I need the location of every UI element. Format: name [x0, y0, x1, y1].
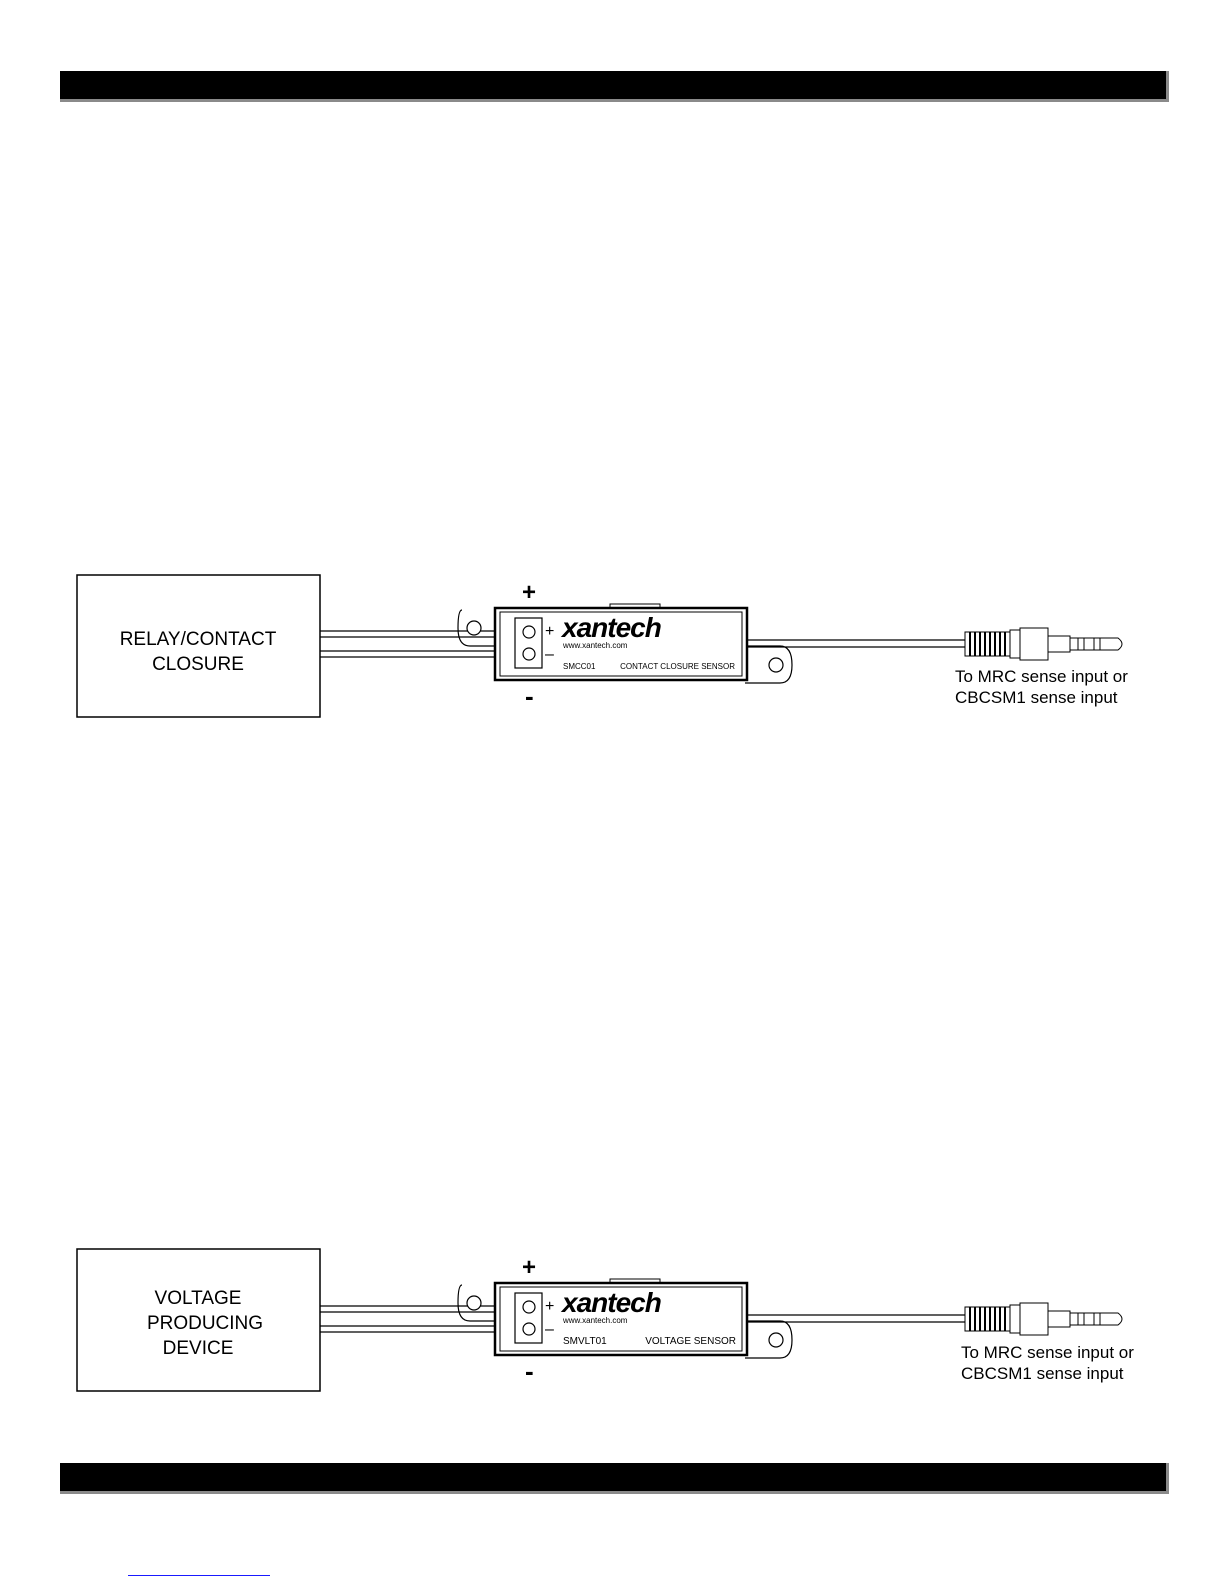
terminal-minus-label: –: [545, 646, 554, 663]
terminal-screw-plus: [523, 1301, 535, 1313]
terminal-plus-label: +: [545, 1298, 555, 1315]
model-label: SMCC01: [563, 662, 596, 671]
source-box-line-2: CLOSURE: [152, 654, 244, 675]
minus-label: -: [525, 1356, 534, 1386]
mini-jack-plug: [965, 1303, 1122, 1335]
wiring-diagram-voltage: [0, 1245, 1225, 1405]
footer-link-underline: [128, 1575, 270, 1576]
footer-bar: [60, 1463, 1169, 1494]
plus-label: +: [522, 579, 537, 606]
jack-label-line-1: To MRC sense input or: [961, 1343, 1134, 1362]
header-bar: [60, 71, 1169, 102]
brand-website: www.xantech.com: [563, 1316, 628, 1325]
source-box-line-1: RELAY/CONTACT: [119, 629, 277, 650]
jack-label-line-1: To MRC sense input or: [955, 667, 1128, 686]
terminal-plus-label: +: [545, 623, 555, 640]
jack-label-line-2: CBCSM1 sense input: [955, 688, 1118, 707]
source-box-line-1: VOLTAGE: [154, 1288, 242, 1309]
brand-website: www.xantech.com: [563, 641, 628, 650]
jack-label-line-2: CBCSM1 sense input: [961, 1364, 1124, 1383]
mounting-hole-left: [467, 1296, 481, 1310]
mini-jack-plug: [965, 628, 1122, 660]
source-box-line-2: PRODUCING: [146, 1313, 264, 1334]
terminal-screw-minus: [523, 1323, 535, 1335]
source-box-line-3: DEVICE: [162, 1338, 234, 1359]
minus-label: -: [525, 681, 534, 711]
mounting-hole-right: [769, 1333, 783, 1347]
brand-logo: xantech: [562, 612, 661, 643]
terminal-minus-label: –: [545, 1321, 554, 1338]
terminal-screw-minus: [523, 648, 535, 660]
sensor-type-label: VOLTAGE SENSOR: [645, 1336, 736, 1347]
brand-logo: xantech: [562, 1287, 661, 1318]
sensor-type-label: CONTACT CLOSURE SENSOR: [620, 662, 735, 671]
mounting-hole-left: [467, 621, 481, 635]
terminal-screw-plus: [523, 626, 535, 638]
model-label: SMVLT01: [563, 1336, 607, 1347]
plus-label: +: [522, 1254, 537, 1281]
wiring-diagram-contact-closure: [0, 570, 1225, 730]
mounting-hole-right: [769, 658, 783, 672]
